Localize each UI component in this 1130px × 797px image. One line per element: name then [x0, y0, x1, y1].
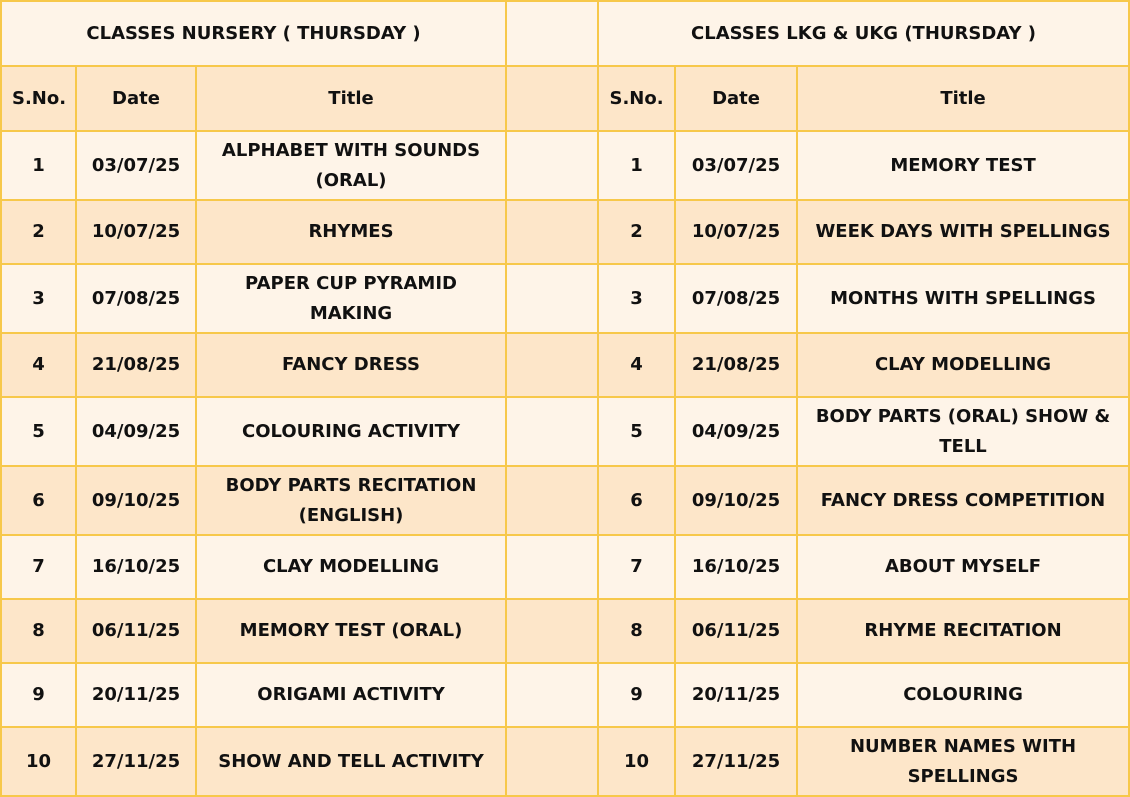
column-gap: [506, 200, 598, 264]
table-row: [1, 663, 1129, 727]
column-gap: [506, 466, 598, 535]
column-gap: [506, 535, 598, 599]
nursery-title-cell: ORIGAMI ACTIVITY: [196, 663, 506, 727]
lkg-ukg-title-cell: BODY PARTS (ORAL) SHOW & TELL: [797, 397, 1129, 466]
nursery-sno-cell: 7: [1, 535, 76, 599]
lkg-ukg-title-cell: NUMBER NAMES WITH SPELLINGS: [797, 727, 1129, 796]
nursery-date-cell: 09/10/25: [76, 466, 196, 535]
nursery-date-cell: 27/11/25: [76, 727, 196, 796]
table-row: [1, 264, 1129, 333]
nursery-title-cell: MEMORY TEST (ORAL): [196, 599, 506, 663]
lkg-ukg-sno-cell: 3: [598, 264, 675, 333]
nursery-sno-cell: 8: [1, 599, 76, 663]
nursery-title-cell: FANCY DRESS: [196, 333, 506, 397]
nursery-title-cell: PAPER CUP PYRAMID MAKING: [196, 264, 506, 333]
nursery-title-cell: SHOW AND TELL ACTIVITY: [196, 727, 506, 796]
column-gap: [506, 397, 598, 466]
column-gap: [506, 264, 598, 333]
table-row: [1, 466, 1129, 535]
lkg-ukg-date-cell: 20/11/25: [675, 663, 797, 727]
nursery-date-cell: 10/07/25: [76, 200, 196, 264]
nursery-col-title-header: Title: [196, 66, 506, 131]
table-row: [1, 727, 1129, 796]
table-row: [1, 131, 1129, 200]
nursery-date-cell: 03/07/25: [76, 131, 196, 200]
nursery-sno-cell: 4: [1, 333, 76, 397]
nursery-sno-cell: 9: [1, 663, 76, 727]
column-gap: [506, 66, 598, 131]
lkg-ukg-sno-cell: 10: [598, 727, 675, 796]
lkg-ukg-heading: CLASSES LKG & UKG (THURSDAY ): [598, 1, 1129, 66]
nursery-sno-cell: 1: [1, 131, 76, 200]
column-gap: [506, 1, 598, 66]
nursery-sno-cell: 5: [1, 397, 76, 466]
nursery-title-cell: COLOURING ACTIVITY: [196, 397, 506, 466]
lkg-ukg-date-cell: 03/07/25: [675, 131, 797, 200]
nursery-title-cell: BODY PARTS RECITATION (ENGLISH): [196, 466, 506, 535]
nursery-col-sno-header: S.No.: [1, 66, 76, 131]
lkg-ukg-sno-cell: 1: [598, 131, 675, 200]
column-gap: [506, 663, 598, 727]
lkg-ukg-title-cell: FANCY DRESS COMPETITION: [797, 466, 1129, 535]
nursery-date-cell: 06/11/25: [76, 599, 196, 663]
column-gap: [506, 333, 598, 397]
table-row: [1, 200, 1129, 264]
lkg-ukg-title-cell: WEEK DAYS WITH SPELLINGS: [797, 200, 1129, 264]
nursery-title-cell: ALPHABET WITH SOUNDS (ORAL): [196, 131, 506, 200]
lkg-ukg-sno-cell: 5: [598, 397, 675, 466]
section-heading-row: [1, 1, 1129, 66]
table-row: [1, 535, 1129, 599]
nursery-title-cell: RHYMES: [196, 200, 506, 264]
nursery-date-cell: 07/08/25: [76, 264, 196, 333]
nursery-date-cell: 21/08/25: [76, 333, 196, 397]
lkg-ukg-title-cell: ABOUT MYSELF: [797, 535, 1129, 599]
lkg-ukg-col-title-header: Title: [797, 66, 1129, 131]
lkg-ukg-date-cell: 27/11/25: [675, 727, 797, 796]
lkg-ukg-sno-cell: 6: [598, 466, 675, 535]
nursery-sno-cell: 10: [1, 727, 76, 796]
column-header-row: [1, 66, 1129, 131]
lkg-ukg-sno-cell: 7: [598, 535, 675, 599]
table-row: [1, 333, 1129, 397]
lkg-ukg-date-cell: 10/07/25: [675, 200, 797, 264]
lkg-ukg-date-cell: 07/08/25: [675, 264, 797, 333]
nursery-col-date-header: Date: [76, 66, 196, 131]
lkg-ukg-title-cell: COLOURING: [797, 663, 1129, 727]
lkg-ukg-col-sno-header: S.No.: [598, 66, 675, 131]
column-gap: [506, 599, 598, 663]
lkg-ukg-date-cell: 09/10/25: [675, 466, 797, 535]
column-gap: [506, 131, 598, 200]
lkg-ukg-col-date-header: Date: [675, 66, 797, 131]
column-gap: [506, 727, 598, 796]
lkg-ukg-title-cell: MEMORY TEST: [797, 131, 1129, 200]
lkg-ukg-date-cell: 06/11/25: [675, 599, 797, 663]
nursery-date-cell: 16/10/25: [76, 535, 196, 599]
lkg-ukg-title-cell: MONTHS WITH SPELLINGS: [797, 264, 1129, 333]
lkg-ukg-sno-cell: 8: [598, 599, 675, 663]
lkg-ukg-sno-cell: 4: [598, 333, 675, 397]
nursery-sno-cell: 6: [1, 466, 76, 535]
nursery-sno-cell: 2: [1, 200, 76, 264]
lkg-ukg-title-cell: RHYME RECITATION: [797, 599, 1129, 663]
lkg-ukg-title-cell: CLAY MODELLING: [797, 333, 1129, 397]
nursery-heading: CLASSES NURSERY ( THURSDAY ): [1, 1, 506, 66]
lkg-ukg-date-cell: 04/09/25: [675, 397, 797, 466]
table-row: [1, 397, 1129, 466]
lkg-ukg-sno-cell: 9: [598, 663, 675, 727]
lkg-ukg-sno-cell: 2: [598, 200, 675, 264]
nursery-date-cell: 20/11/25: [76, 663, 196, 727]
lkg-ukg-date-cell: 16/10/25: [675, 535, 797, 599]
table-row: [1, 599, 1129, 663]
nursery-sno-cell: 3: [1, 264, 76, 333]
nursery-date-cell: 04/09/25: [76, 397, 196, 466]
lkg-ukg-date-cell: 21/08/25: [675, 333, 797, 397]
nursery-title-cell: CLAY MODELLING: [196, 535, 506, 599]
